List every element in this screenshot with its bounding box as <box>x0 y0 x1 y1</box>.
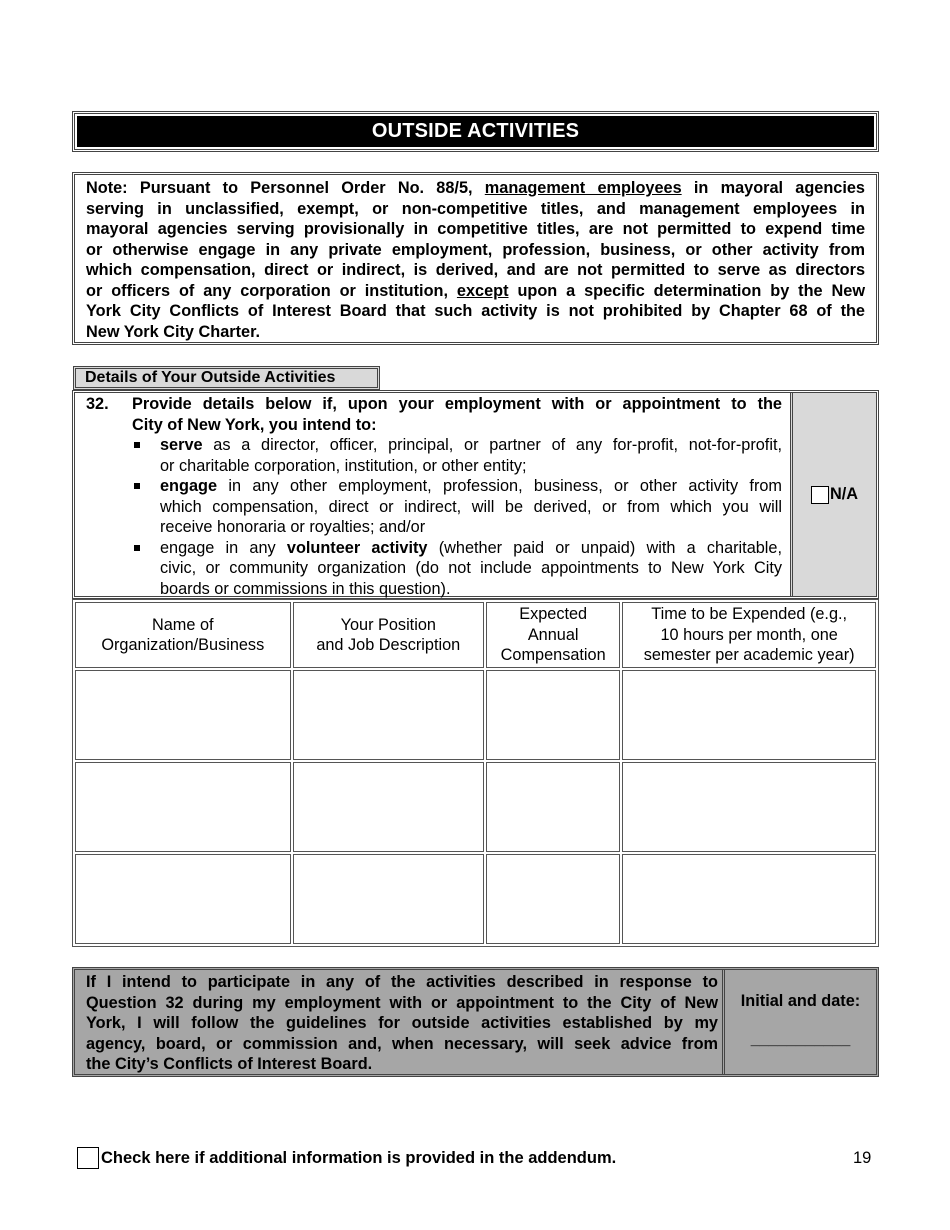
underlined-term: except <box>456 281 509 300</box>
note-line: or officers of any corporation or institution, except upon a specific determination by the New <box>86 281 865 300</box>
position-input-cell[interactable] <box>293 854 484 944</box>
note-line: New York City Charter. <box>86 322 261 341</box>
time-input-cell[interactable] <box>622 762 876 852</box>
bullet-engage: engage in any other employment, profession, business, or other activity from which compensation, direct or indirect, will be derived, or from which you will receive honoraria or royalties; and/or <box>132 476 782 538</box>
square-bullet-icon <box>134 442 140 448</box>
note-line: mayoral agencies serving provisionally in competitive titles, are not permitted to expend time <box>86 220 865 238</box>
section-header: Details of Your Outside Activities <box>73 366 380 390</box>
note-line: serving in unclassified, exempt, or non-competitive titles, and management employees in <box>86 199 865 218</box>
section-title-bar <box>72 111 879 152</box>
affirmation-text: If I intend to participate in any of the activities described in response to Question 32 during my employment with or appointment to the City of New York, I will follow the guidelines for outside activities established by my agency, board, or commission and, when necessary, will seek advice from the City’s Conflicts of Interest Board. <box>86 973 718 1073</box>
table-header-row <box>75 602 876 668</box>
organization-input-cell[interactable] <box>75 854 291 944</box>
note-line: Note: Pursuant to Personnel Order No. 88/5, management employees in mayoral agencies <box>86 179 865 197</box>
compensation-input-cell[interactable] <box>486 854 620 944</box>
compensation-input-cell[interactable] <box>486 670 620 760</box>
position-input-cell[interactable] <box>293 670 484 760</box>
initial-date-cell[interactable] <box>722 970 876 1074</box>
note-line: which compensation, direct or indirect, is derived, and are not permitted to serve as directors <box>86 261 865 279</box>
underlined-term: management employees <box>484 179 682 197</box>
note-line: York City Conflicts of Interest Board that such activity is not prohibited by Chapter 68 of the <box>86 302 865 320</box>
note-line: or otherwise engage in any private employment, profession, business, or other activity from <box>86 240 865 259</box>
table-row <box>75 854 876 944</box>
organization-input-cell[interactable] <box>75 762 291 852</box>
col-header-position: Your Position and Job Description <box>293 602 484 668</box>
bullet-volunteer: engage in any volunteer activity (whether paid or unpaid) with a charitable, civic, or community organization (do not include appointments to New York City boards or commissions in this question). <box>132 538 782 600</box>
addendum-checkbox[interactable] <box>77 1147 99 1169</box>
question-text <box>75 393 790 596</box>
addendum-check-row <box>77 1147 616 1169</box>
question-intro: Provide details below if, upon your employment with or appointment to the City of New York, you intend to: <box>132 395 782 434</box>
table-row <box>75 670 876 760</box>
question-number: 32. <box>86 395 109 413</box>
time-input-cell[interactable] <box>622 854 876 944</box>
col-header-compensation: Expected Annual Compensation <box>486 602 620 668</box>
initial-date-field[interactable]: ___________ <box>750 1030 851 1048</box>
na-cell <box>790 393 876 596</box>
question-32-box <box>72 390 879 599</box>
na-label: N/A <box>829 485 859 503</box>
question-bullets <box>132 435 782 599</box>
compensation-input-cell[interactable] <box>486 762 620 852</box>
organization-input-cell[interactable] <box>75 670 291 760</box>
col-header-organization: Name of Organization/Business <box>75 602 291 668</box>
table-row <box>75 762 876 852</box>
na-checkbox[interactable] <box>811 486 829 504</box>
page-title: OUTSIDE ACTIVITIES <box>77 116 874 147</box>
time-input-cell[interactable] <box>622 670 876 760</box>
square-bullet-icon <box>134 483 140 489</box>
page-number: 19 <box>853 1149 872 1167</box>
activities-table <box>72 599 879 947</box>
affirmation-box <box>72 967 879 1077</box>
position-input-cell[interactable] <box>293 762 484 852</box>
square-bullet-icon <box>134 545 140 551</box>
bullet-serve: serve as a director, officer, principal, or partner of any for-profit, not-for-profit, or charitable corporation, institution, or other entity; <box>132 435 782 476</box>
col-header-time: Time to be Expended (e.g., 10 hours per month, one semester per academic year) <box>622 602 876 668</box>
addendum-label: Check here if additional information is provided in the addendum. <box>101 1148 617 1167</box>
note-box <box>72 172 879 345</box>
initial-date-label: Initial and date: <box>740 992 861 1010</box>
